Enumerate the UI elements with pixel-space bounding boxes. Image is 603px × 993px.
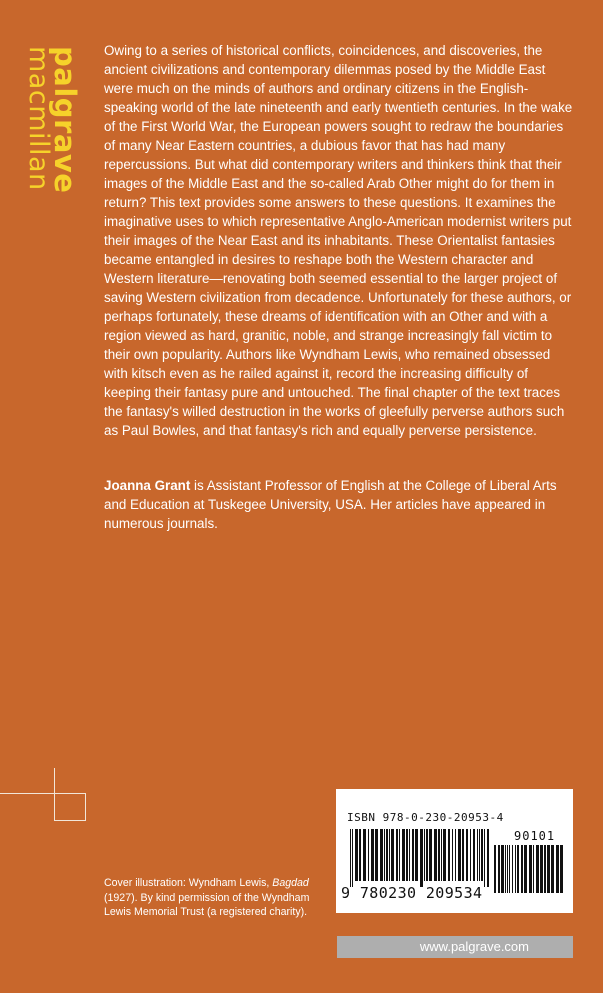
barcode-bar: [386, 829, 388, 881]
barcode-bar: [384, 829, 385, 881]
barcode-bar: [438, 829, 440, 881]
barcode-bar: [536, 845, 539, 893]
barcode-bar: [350, 829, 351, 887]
cover-credit: [104, 876, 334, 920]
barcode-bar: [363, 829, 366, 881]
barcode-bar: [352, 829, 353, 887]
barcode-bar: [484, 829, 485, 887]
price-code: 90101: [514, 829, 556, 843]
barcode-bar: [515, 845, 516, 893]
barcode-bar: [556, 845, 559, 893]
barcode-bar: [521, 845, 523, 893]
barcode-bar: [448, 829, 450, 881]
barcode-bar: [371, 829, 374, 881]
decorative-square: [54, 793, 86, 821]
logo-macmillan: macmillan: [23, 46, 54, 191]
barcode-bar: [551, 845, 554, 893]
barcode-bar: [443, 829, 446, 881]
barcode-bar: [458, 829, 461, 881]
barcode-bar: [355, 829, 358, 881]
barcode-bar: [389, 829, 390, 881]
barcode-bar: [473, 829, 475, 881]
barcode-bar: [512, 845, 513, 893]
decorative-line-vertical: [54, 768, 55, 794]
barcode-bar: [424, 829, 425, 881]
barcode-bar: [406, 829, 408, 881]
barcode-bar: [412, 829, 414, 881]
publisher-logo: [14, 46, 84, 194]
barcode-panel: [336, 789, 573, 913]
barcode-bar: [501, 845, 504, 893]
barcode-bar: [368, 829, 369, 881]
barcode-bar: [452, 829, 453, 881]
barcode-bar: [399, 829, 400, 881]
barcode-bar: [420, 829, 423, 887]
barcode-bar: [481, 829, 483, 881]
barcode-bar: [498, 845, 500, 893]
barcode-bar: [477, 829, 478, 881]
barcode-bar: [505, 845, 506, 893]
barcode-bar: [466, 829, 468, 881]
barcode-bar: [540, 845, 543, 893]
barcode-bar: [426, 829, 428, 881]
barcode-bar: [517, 845, 519, 893]
website-bar: [337, 936, 573, 958]
logo-palgrave: palgrave: [48, 46, 82, 194]
barcode-bar: [415, 829, 418, 881]
author-name: Joanna Grant: [104, 478, 191, 493]
barcode-bar: [462, 829, 464, 881]
barcode-bar: [479, 829, 480, 881]
decorative-line-horizontal: [0, 793, 55, 794]
barcode-bar: [402, 829, 405, 881]
barcode-bar: [391, 829, 394, 881]
barcode-bar: [409, 829, 410, 881]
barcode-bar: [544, 845, 546, 893]
author-bio: [104, 476, 574, 533]
barcode-bar: [434, 829, 437, 881]
barcode-bar: [529, 845, 532, 893]
barcode-bar: [487, 829, 489, 887]
barcode-bar: [396, 829, 398, 881]
barcode-bar: [380, 829, 383, 881]
credit-title: Bagdad: [272, 877, 309, 889]
website-url[interactable]: www.palgrave.com: [419, 939, 529, 954]
barcode-bar: [441, 829, 442, 881]
barcode-bar: [507, 845, 508, 893]
credit-prefix: Cover illustration: Wyndham Lewis,: [104, 877, 273, 889]
barcode-bar: [547, 845, 550, 893]
barcode-bar: [375, 829, 378, 881]
barcode-bar: [524, 845, 527, 893]
book-blurb: Owing to a series of historical conflicts, coincidences, and discoveries, the ancient civilizations and contemporary dilemmas posed by the Middle East were much on the minds of authors and ordinary citizens in the English-speaking world of the late nineteenth and early twentieth centuries. In the wake of the First World War, the European powers sought to redraw the boundaries of many Near Eastern countries, a dubious favor that has had many repercussions. But what did contemporary writers and thinkers think that their images of the Middle East and the so-called Arab Other might do for them in return? This text provides some answers to these questions. It examines the imaginative uses to which representative Anglo-American modernist writers put their images of the Near East and its inhabitants. These Orientalist fantasies became entangled in desires to reshape both the Western character and Western literature—renovating both seemed essential to the larger project of saving Western civilization from decadence. Unfortunately for these authors, or perhaps fortunately, these dreams of identification with an Other and with a region viewed as hard, granitic, noble, and strange increasingly fall victim to their own popularity. Authors like Wyndham Lewis, who remained obsessed with kitsch even as he railed against it, record the increasing difficulty of keeping their fantasy pure and untouched. The final chapter of the text traces the fantasy's willed destruction in the works of gleefully perverse authors such as Paul Bowles, and that fantasy's rich and equally perverse persistence.: [104, 43, 573, 438]
isbn-label: ISBN 978-0-230-20953-4: [347, 811, 504, 824]
barcode-bar: [509, 845, 510, 893]
author-bio-text: is Assistant Professor of English at the College of Liberal Arts and Education at Tuskegee University, USA. Her articles have appeared in numerous journals.: [104, 478, 557, 531]
barcode-bar: [494, 845, 496, 893]
barcode-bar: [533, 845, 534, 893]
barcode-bar: [470, 829, 471, 881]
ean-digits: 9 780230 209534: [341, 884, 483, 902]
credit-suffix: (1927). By kind permission of the Wyndham Lewis Memorial Trust (a registered charity).: [104, 891, 310, 918]
barcode-bar: [455, 829, 456, 881]
barcode-bar: [429, 829, 432, 881]
barcode-bar: [560, 845, 563, 893]
barcode-bar: [359, 829, 361, 881]
